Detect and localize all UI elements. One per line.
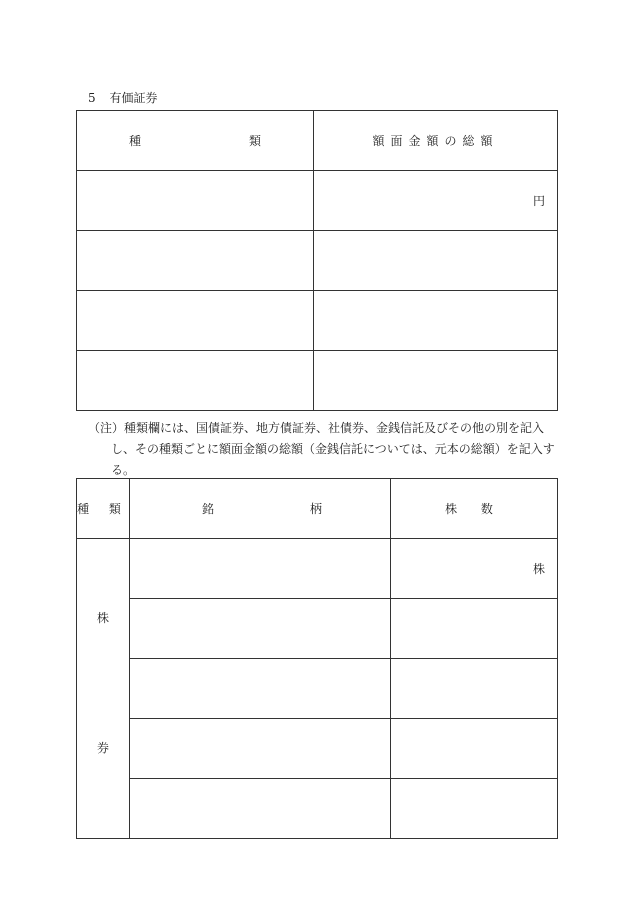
header-brand-char-1: 銘 <box>202 502 215 516</box>
header-kind-char-1: 種 <box>129 134 142 148</box>
amount-cell[interactable] <box>314 171 558 231</box>
yen-unit: 円 <box>532 194 545 208</box>
note-text: 種類欄には、国債証券、地方債証券、社債券、金銭信託及びその他の別を記入し、その種類ごとに額面金額の総額（金銭信託については、元本の総額）を記入する。 <box>111 421 555 477</box>
header-kind-char-2: 類 <box>248 134 261 148</box>
section-number: 5 <box>88 91 96 105</box>
securities-face-value-table <box>76 110 558 411</box>
table-row <box>77 659 558 719</box>
stock-label-char-2: 券 <box>96 741 109 755</box>
shares-cell[interactable] <box>391 719 558 779</box>
shares-cell[interactable] <box>391 779 558 839</box>
shares-cell[interactable] <box>391 539 558 599</box>
shares-unit: 株 <box>532 562 545 576</box>
brand-cell[interactable] <box>130 659 391 719</box>
section-heading: 有価証券 <box>109 91 158 105</box>
kind-cell[interactable] <box>77 231 314 291</box>
table-row <box>77 291 558 351</box>
amount-cell[interactable] <box>314 291 558 351</box>
header-kind <box>77 111 314 171</box>
kind-cell[interactable] <box>77 171 314 231</box>
table-row <box>77 719 558 779</box>
note-label: （注） <box>88 421 125 435</box>
brand-cell[interactable] <box>130 539 391 599</box>
brand-cell[interactable] <box>130 779 391 839</box>
table-header-row <box>77 479 558 539</box>
header-shares: 株 数 <box>391 479 558 539</box>
stock-label-char-1: 株 <box>96 611 109 625</box>
section-title <box>88 89 157 106</box>
header-face-value-total: 額面金額の総額 <box>314 111 558 171</box>
shares-cell[interactable] <box>391 659 558 719</box>
header-kind: 種 類 <box>77 479 130 539</box>
shares-cell[interactable] <box>391 599 558 659</box>
stock-kind-cell <box>77 539 130 839</box>
table-row <box>77 231 558 291</box>
table-row <box>77 779 558 839</box>
table-row <box>77 351 558 411</box>
table-row <box>77 539 558 599</box>
header-brand <box>130 479 391 539</box>
kind-cell[interactable] <box>77 351 314 411</box>
table-row <box>77 171 558 231</box>
brand-cell[interactable] <box>130 719 391 779</box>
stock-table <box>76 478 558 839</box>
note <box>88 418 556 481</box>
amount-cell[interactable] <box>314 351 558 411</box>
amount-cell[interactable] <box>314 231 558 291</box>
table-row <box>77 599 558 659</box>
brand-cell[interactable] <box>130 599 391 659</box>
table-header-row <box>77 111 558 171</box>
kind-cell[interactable] <box>77 291 314 351</box>
header-brand-char-2: 柄 <box>309 502 322 516</box>
